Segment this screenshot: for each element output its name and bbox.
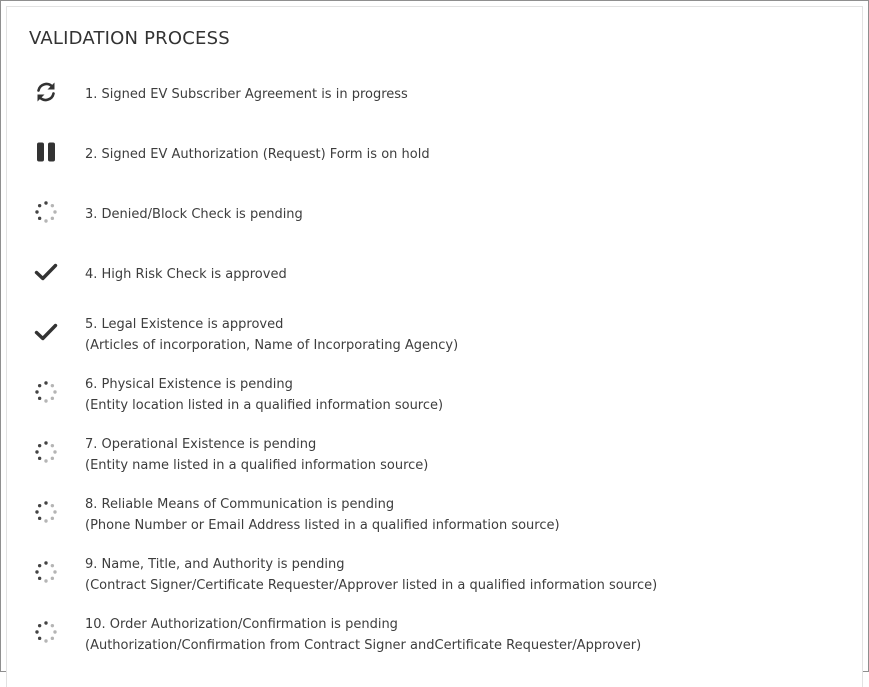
step-text: [85, 314, 458, 356]
step-detail: (Contract Signer/Certificate Requester/Approver listed in a qualified information source): [85, 578, 658, 593]
spinner-icon: [34, 560, 58, 584]
spinner-icon: [34, 380, 58, 404]
step-title: 7. Operational Existence is pending: [85, 437, 317, 452]
step-title: 9. Name, Title, and Authority is pending: [85, 557, 345, 572]
validation-step: [7, 183, 862, 243]
step-title: 2. Signed EV Authorization (Request) Form is on hold: [85, 147, 430, 162]
step-title: 10. Order Authorization/Confirmation is pending: [85, 617, 398, 632]
step-title: 5. Legal Existence is approved: [85, 317, 284, 332]
step-text: [85, 204, 303, 225]
validation-step: [7, 63, 862, 123]
step-text: [85, 554, 657, 596]
step-text: [85, 494, 560, 536]
validation-step: [7, 123, 862, 183]
check-icon: [34, 320, 58, 344]
step-title: 4. High Risk Check is approved: [85, 267, 287, 282]
pause-icon: [34, 140, 58, 164]
step-detail: (Authorization/Confirmation from Contract Signer andCertificate Requester/Approver): [85, 638, 642, 653]
step-text: [85, 614, 641, 656]
validation-step: [7, 363, 862, 423]
validation-step: [7, 543, 862, 603]
step-text: [85, 374, 443, 416]
check-icon: [34, 260, 58, 284]
step-text: [85, 264, 287, 285]
validation-step-list: [7, 63, 862, 663]
step-detail: (Articles of incorporation, Name of Incorporating Agency): [85, 338, 459, 353]
step-text: [85, 84, 408, 105]
validation-step: [7, 303, 862, 363]
spinner-icon: [34, 200, 58, 224]
spinner-icon: [34, 440, 58, 464]
validation-step: [7, 603, 862, 663]
step-detail: (Phone Number or Email Address listed in a qualified information source): [85, 518, 560, 533]
spinner-icon: [34, 500, 58, 524]
validation-step: [7, 243, 862, 303]
validation-panel: [6, 6, 863, 687]
panel-title: VALIDATION PROCESS: [29, 28, 230, 49]
step-text: [85, 434, 428, 476]
refresh-icon: [34, 80, 58, 104]
step-title: 1. Signed EV Subscriber Agreement is in progress: [85, 87, 408, 102]
validation-step: [7, 483, 862, 543]
step-title: 6. Physical Existence is pending: [85, 377, 293, 392]
step-detail: (Entity name listed in a qualified information source): [85, 458, 429, 473]
step-detail: (Entity location listed in a qualified information source): [85, 398, 444, 413]
step-title: 3. Denied/Block Check is pending: [85, 207, 303, 222]
step-text: [85, 144, 430, 165]
validation-step: [7, 423, 862, 483]
step-title: 8. Reliable Means of Communication is pending: [85, 497, 395, 512]
spinner-icon: [34, 620, 58, 644]
